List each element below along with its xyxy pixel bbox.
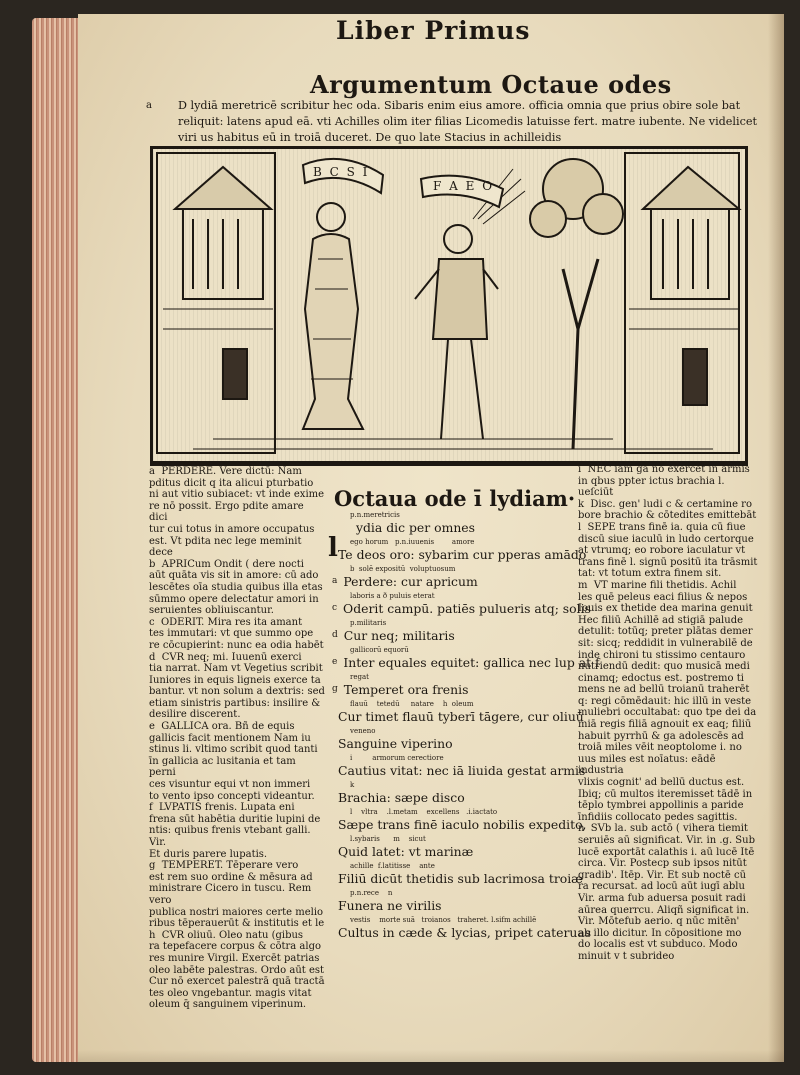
verse-letter: a [332, 576, 338, 586]
argument-paragraph [146, 98, 760, 146]
verse-line [330, 754, 586, 781]
verse-words: Brachia: sæpe disco [338, 790, 465, 805]
verse-words: Cautius vitat: nec iā liuida gestat armis [338, 763, 586, 778]
banner-right-text: F A E O [433, 179, 495, 193]
argument-mark: a [146, 100, 152, 111]
verse-text [330, 547, 587, 562]
woodcut-scene [153, 149, 745, 461]
verse-words: Quid latet: vt marinæ [338, 844, 474, 859]
verse-text [330, 682, 570, 697]
gutter-shadow [768, 14, 784, 1062]
verse-text [330, 763, 586, 778]
verse-gloss: ego horum p.n.iuuenis amore [350, 538, 475, 546]
verse-text [330, 520, 570, 535]
verse-words: Sanguine viperino [338, 736, 453, 751]
ode-dropcap: l [328, 533, 338, 563]
verse-words: Perdere: cur apricum [343, 574, 478, 589]
tree-drawing [530, 159, 623, 449]
verse-words: Filiū dicūt thetidis sub lacrimosa troiæ [338, 871, 583, 886]
woman-figure-drawing [303, 203, 363, 429]
verse-gloss: gallicorū equorū [350, 646, 409, 654]
verse-line [330, 835, 570, 862]
youth-figure-drawing [415, 169, 525, 439]
verse-words: ydia dic per omnes [356, 520, 475, 535]
page-bottom-tone [78, 1050, 784, 1062]
verse-letter: e [332, 657, 338, 667]
verse-line [330, 511, 570, 538]
right-house-drawing [625, 153, 739, 453]
verse-line [330, 700, 584, 727]
verse-gloss: flauū tetedū natare h oleum [350, 700, 474, 708]
verse-words: Te deos oro: sybarim cur pperas amādo [338, 547, 587, 562]
verse-letter: g [332, 684, 338, 694]
verse-text [330, 736, 570, 751]
verse-letter: c [332, 603, 338, 613]
verse-text [330, 871, 583, 886]
verse-gloss: veneno [350, 727, 376, 735]
ode-verses [328, 511, 600, 943]
verse-line [330, 727, 570, 754]
verse-gloss: achille f.latitisse ante [350, 862, 435, 870]
verse-text [330, 655, 600, 670]
verse-words: Cultus in cæde & lycias, pripet cateruas [338, 925, 592, 940]
verse-words: Funera ne virilis [338, 898, 442, 913]
verse-gloss: vestis morte suā troianos traheret. l.sifm achillē [350, 916, 537, 924]
verse-words: Cur neq; militaris [343, 628, 455, 643]
verse-line [330, 646, 600, 673]
verse-gloss: p.militaris [350, 619, 387, 627]
commentary-left-text: a PERDERE. Vere dictū: Nam pditus dicit q ita alicui pturbatio ni aut vitio subiacet: vt inde exime re nō possit. Ergo pdite amare dici tur cui totus in amore occupatus est. Vt pdita nec lege meminit dece b APRICum Ondit ( dere nocti aūt quāta vis sit in amore: cū ado lescētes oīa studia quibus illa etas sūmmo opere delectatur amori in seruientes obliuiscantur. c ODERIT. Mira res ita amant tes immutari: vt que summo ope re cōcupierint: nunc ea odia habēt d CVR neq; mi. Iuuenū exerci tia narrat. Nam vt Vegetius scribit Iuniores in equis ligneis exerce ta bantur. vt non solum a dextris: sed etiam sinistris partibus: insilire & desilire discerent. e GALLICA ora. Bñ de equis gallicis facit mentionem Nam iu stinus li. vltimo scribit quod tanti īn gallicia ac lusitania et tam perni ces visuntur equi vt non immeri to vento ipso concepti videantur. f LVPATIS frenis. Lupata eni frena sūt habētia duritie lupini de ntis: quibus frenis vtebant galli. Vir. Et duris parere lupatis. g TEMPERET. Tēperare vero est rem suo ordine & mēsura ad ministrare Cicero in tuscu. Rem vero publica nostri maiores certe melio ribus tēperauerūt & institutis et le h CVR oliuū. Oleo natu (gibus ra tepefacere corpus & cōtra algo res munire Virgil. Exercēt patrias oleo labēte palestras. Ordo aūt est Cur nō exercet palestrā quā tractā tes oleo vngebantur. magis vitat oleum q̄ sanguinem viperinum. [149, 466, 325, 1011]
commentary-right-column [578, 464, 758, 963]
verse-gloss: laboris a ð puluis eterat [350, 592, 435, 600]
verse-text [330, 628, 570, 643]
verse-words: Temperet ora frenis [343, 682, 469, 697]
argument-title: Argumentum Octaue odes [310, 70, 672, 99]
verse-words: Oderit campū. patiēs pulueris atq; solis [343, 601, 591, 616]
left-house-drawing [157, 153, 275, 453]
verse-line [330, 862, 583, 889]
verse-words: Inter equales equitet: gallica nec lup at f [343, 655, 600, 670]
verse-line [330, 673, 570, 700]
verse-words: Sæpe trans finē iaculo nobilis expedito, [338, 817, 587, 832]
commentary-right-text: i NEC iam ga nō exercet in armis in qbus ppter ictus brachia l. ueſciūt k Disc. gen' ludi c & certamine ro bore brachio & cōtedites emittebāt l SEPE trans finē ia. quia cū fiue discū siue iaculū in ludo certorque at vtrumq; eo robore iaculatur vt trans finē l. signū positū ita trāsmit tat: vt totum extra finem sit. m VT marine fili thetidis. Achil les quē peleus eaci filius & nepos Iouis ex thetide dea marina genuit Hec filiū Achillē ad stigiā palude detulit: totūq; preter plātas demer sit: sicq; reddidit in vulnerabilē de inde chironi tu stissimo centauro nutriendū dedit: quo musicā medi cinamq; edoctus est. postremo ti mens ne ad bellū troianū traherēt q: regi cōmēdauit: hic illū in veste muliebri occultabat: quo tpe dei da miā regis filiā agnouit ex eaq; filiū habuit pyrrhū & ga adolescēs ad troiā miles vēit neoptolome i. no uus miles est noīatus: eādē industria vlixis cognit' ad bellū ductus est. Ibiq; cū multos iteremisset tādē in tēplo tymbrei appollinis a paride īnfidiis collocato pedes sagittis. n SVb la. sub actō ( vihera tiemit seruiēs aū significat. Vir. in .g. Sub lucē exportāt calathis i. aū lucē Itē circa. Vir. Postecp sub ipsos nitūt gradib'. Itēp. Vir. Et sub noctē cū ra recursat. ad locū aūt iugī ablu Vir. arma fub aduersa posuit radi aūrea querrcu. Aliqñ significat in. Vir. Mōtefub aerio. q nūc mitēn' ab illo dicitur. In cōpositione mo do localis est vt subduco. Modo minuit v t subrideo [578, 464, 758, 962]
running-head: Liber Primus [336, 16, 531, 45]
commentary-left-column [149, 466, 325, 1011]
verse-text [330, 574, 570, 589]
verse-gloss: l vltra .l.metam excellens .i.iactato [350, 808, 498, 816]
verse-line [330, 889, 570, 916]
verse-gloss: p.n.meretricis [350, 511, 400, 519]
ode-title: Octaua ode ī lydiam· [334, 486, 576, 511]
argument-text: D lydiā meretricē scribitur hec oda. Sibaris enim eius amore. officia omnia que prius obire sole bat reliquit: latens apud eā. vti Achilles olim iter filias Licomedis latuisse fert. matre iubente. Ne videlicet viri us habitus eū in troiā duceret. De quo late Stacius in achilleidis [178, 99, 757, 144]
woodcut-illustration [150, 146, 748, 464]
banner-left-text: B C S I [313, 165, 370, 179]
verse-text [330, 844, 570, 859]
verse-gloss: regat [350, 673, 369, 681]
verse-line [330, 781, 570, 808]
verse-line [330, 592, 591, 619]
verse-text [330, 790, 570, 805]
verse-line [330, 538, 587, 565]
verse-text [330, 898, 570, 913]
verse-line [330, 808, 587, 835]
verse-text [330, 817, 587, 832]
verse-gloss: k [350, 781, 355, 789]
verse-gloss: i armorum cerectiore [350, 754, 444, 762]
verse-gloss: p.n.rece n [350, 889, 393, 897]
verse-line [330, 619, 570, 646]
verse-text [330, 709, 584, 724]
verse-gloss: l.sybaris m sicut [350, 835, 426, 843]
verse-gloss: b solē expositū voluptuosum [350, 565, 456, 573]
page-fore-edge [32, 18, 84, 1062]
book-page [78, 14, 784, 1062]
verse-line [330, 565, 570, 592]
verse-text [330, 925, 592, 940]
verse-line [330, 916, 592, 943]
verse-list [330, 511, 600, 943]
verse-words: Cur timet flauū tyberī tāgere, cur oliuū [338, 709, 584, 724]
verse-letter: d [332, 630, 338, 640]
verse-text [330, 601, 591, 616]
